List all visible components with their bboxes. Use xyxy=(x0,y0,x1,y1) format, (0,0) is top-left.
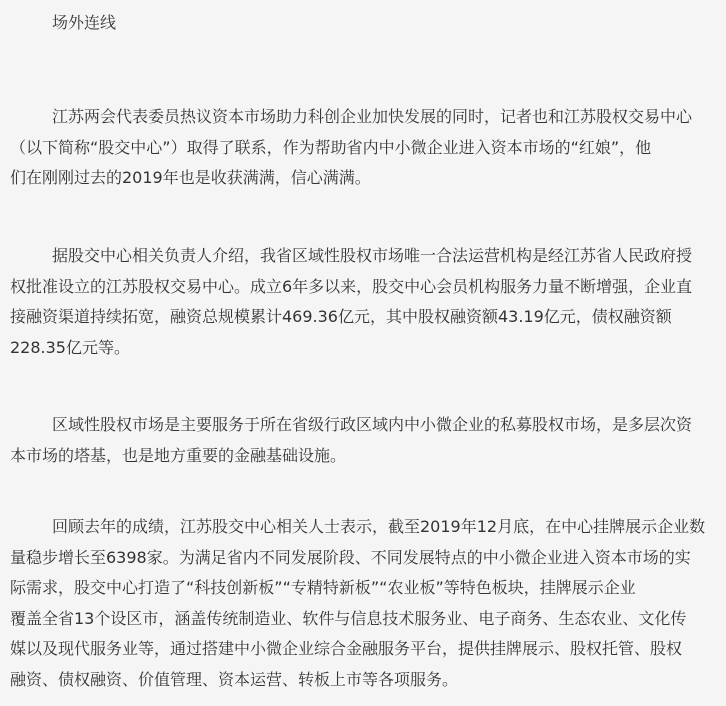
paragraph-line: 接融资渠道持续拓宽，融资总规模累计469.36亿元，其中股权融资额43.19亿元，债权融资额 xyxy=(10,307,672,326)
paragraph-4 xyxy=(10,512,710,695)
paragraph-line: 权批准设立的江苏股权交易中心。成立6年多以来，股交中心会员机构服务力量不断增强，企业直 xyxy=(10,276,693,296)
paragraph-line: 区域性股权市场是主要服务于所在省级行政区域内中小微企业的私募股权市场，是多层次资 xyxy=(52,415,693,434)
paragraph-line: 回顾去年的成绩，江苏股交中心相关人士表示，截至2019年12月底，在中心挂牌展示企业数 xyxy=(52,517,706,536)
paragraph-line: 据股交中心相关负责人介绍，我省区域性股权市场唯一合法运营机构是经江苏省人民政府授 xyxy=(52,246,693,265)
paragraph-line: 覆盖全省13个设区市，涵盖传统制造业、软件与信息技术服务业、电子商务、生态农业、文化传 xyxy=(10,608,687,628)
paragraph-line: 媒以及现代服务业等，通过搭建中小微企业综合金融服务平台，提供挂牌展示、股权托管、股权 xyxy=(10,639,683,658)
paragraph-line: 们在刚刚过去的2019年也是收获满满，信心满满。 xyxy=(10,168,371,187)
paragraph-line: 228.35亿元等。 xyxy=(10,337,130,357)
paragraph-line: 量稳步增长至6398家。为满足省内不同发展阶段、不同发展特点的中小微企业进入资本市场的实 xyxy=(10,547,691,567)
paragraph-2 xyxy=(10,241,710,363)
paragraph-3 xyxy=(10,410,710,471)
section-heading: 场外连线 xyxy=(52,13,117,32)
paragraph-line: （以下简称“股交中心”）取得了联系，作为帮助省内中小微企业进入资本市场的“红娘”，他 xyxy=(10,137,652,157)
paragraph-1 xyxy=(10,102,710,194)
paragraph-line: 本市场的塔基，也是地方重要的金融基础设施。 xyxy=(10,445,347,465)
paragraph-line: 际需求，股交中心打造了“科技创新板”“专精特新板”“农业板”等特色板块，挂牌展示企业 xyxy=(10,578,636,597)
paragraph-line: 江苏两会代表委员热议资本市场助力科创企业加快发展的同时，记者也和江苏股权交易中心 xyxy=(52,107,693,126)
paragraph-line: 融资、债权融资、价值管理、资本运营、转板上市等各项服务。 xyxy=(10,669,459,689)
